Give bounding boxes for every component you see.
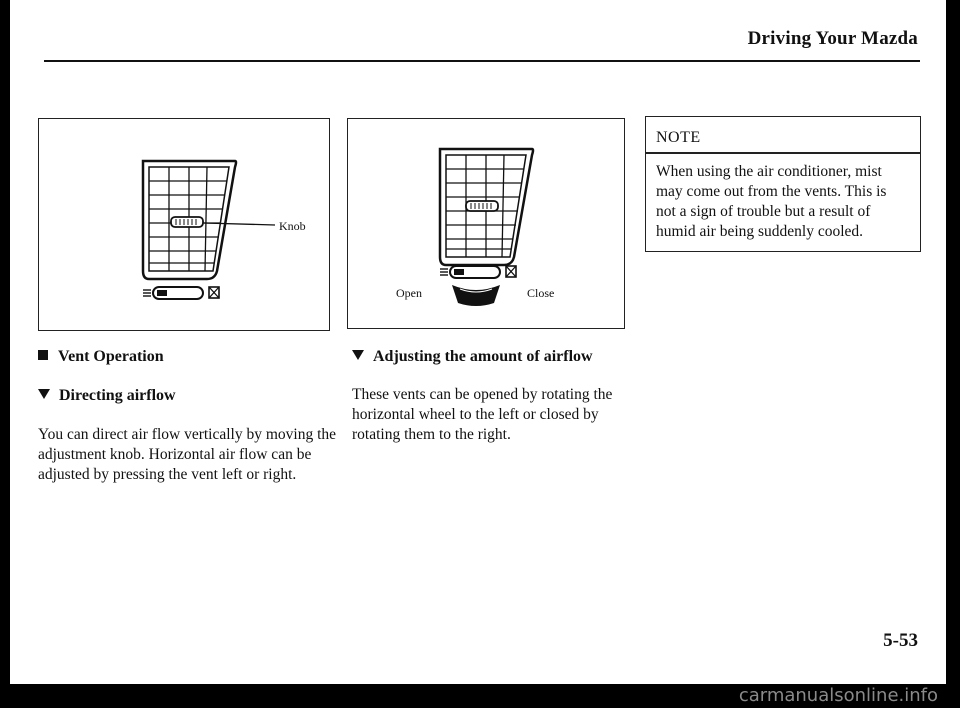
- figure-vent-knob: [38, 118, 330, 331]
- note-body: When using the air conditioner, mist may come out from the vents. This is not a sign of trouble but a result of humid air being suddenly cooled.: [656, 163, 887, 240]
- subheading-text: Directing airflow: [59, 387, 176, 404]
- scan-edge-left: [0, 0, 10, 708]
- subheading-text: Adjusting the amount of airflow: [373, 348, 593, 365]
- vent-illustration-wheel: [348, 119, 626, 330]
- note-heading: NOTE: [646, 117, 920, 154]
- header-rule: [44, 60, 920, 62]
- paragraph-directing-airflow: You can direct air flow vertically by moving the adjustment knob. Horizontal air flow can be adjusted by pressing the vent left or right.: [38, 426, 337, 483]
- triangle-bullet-icon: [38, 389, 50, 399]
- scan-edge-right: [946, 0, 960, 708]
- paragraph-adjusting-airflow: These vents can be opened by rotating the horizontal wheel to the left or closed by rotating them to the right.: [352, 386, 613, 443]
- figure-vent-wheel: [347, 118, 625, 329]
- section-heading-vent-operation: [38, 348, 164, 366]
- note-box: [645, 116, 921, 252]
- close-label: Close: [527, 286, 555, 300]
- bullet-square-icon: [38, 350, 48, 360]
- footer-watermark: carmanualsonline.info: [738, 685, 938, 706]
- section-heading-text: Vent Operation: [58, 348, 164, 365]
- subheading-adjusting-airflow: [352, 348, 593, 366]
- subheading-directing-airflow: [38, 387, 176, 405]
- triangle-bullet-icon: [352, 350, 364, 360]
- page-number: 5-53: [883, 630, 918, 651]
- chapter-title: Driving Your Mazda: [747, 28, 918, 49]
- open-label: Open: [396, 286, 422, 300]
- knob-label: Knob: [279, 219, 306, 233]
